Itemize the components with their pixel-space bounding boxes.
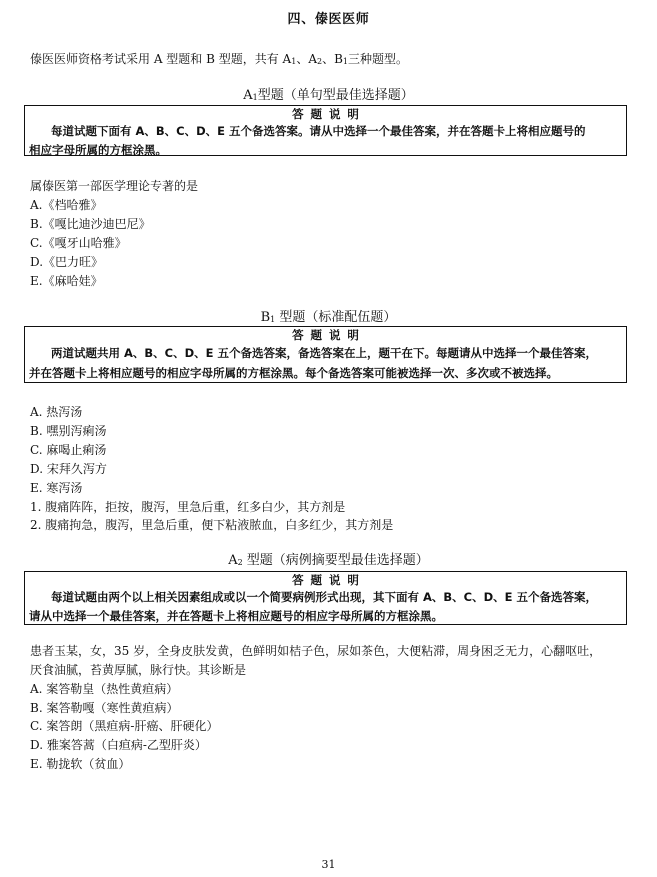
option-b1-b: B. 嘿别泻痢汤 — [30, 424, 107, 438]
section-title-a1: $A_1$型题（单句型最佳选择题） — [243, 88, 414, 103]
question-a1: 属傣医第一部医学理论专著的是 — [30, 179, 199, 193]
instructions-header: 答题说明 — [292, 328, 366, 342]
instructions-box-b1 — [24, 326, 627, 383]
question-b1-2: 2. 腹痛拘急，腹泻，里急后重，便下粘液脓血，白多红少，其方剂是 — [30, 518, 394, 532]
option-a2-b: B. 案答勒嘎（寒性黄疸病） — [30, 701, 179, 715]
instructions-text: 每道试题由两个以上相关因素组成或以一个简要病例形式出现，其下面有 A、B、C、D、E 五个备选答案， 请从中选择一个最佳答案，并在答题卡上将相应题号的相应字母所属的方框涂黑。 — [29, 590, 598, 623]
option-a2-c: C. 案答朗（黑疸病-肝癌、肝硬化） — [30, 719, 219, 733]
option-a1-e: E.《麻哈娃》 — [30, 274, 103, 288]
question-b1-1: 1. 腹痛阵阵，拒按，腹泻，里急后重，红多白少，其方剂是 — [30, 500, 346, 514]
option-a2-e: E. 勒拢软（贫血） — [30, 757, 131, 771]
option-a1-b: B.《嘎比迪沙迪巴尼》 — [30, 217, 151, 231]
option-a1-d: D.《巴力旺》 — [30, 255, 104, 269]
instructions-header: 答题说明 — [292, 107, 366, 121]
question-a2-line2: 厌食油腻，苔黄厚腻，脉行快。其诊断是 — [30, 663, 247, 677]
section-title-b1: $B_1$ 型题（标准配伍题） — [260, 310, 397, 325]
instructions-text: 两道试题共用 A、B、C、D、E 五个备选答案，备选答案在上，题干在下。每题请从中选择一个最佳答案， 并在答题卡上将相应题号的相应字母所属的方框涂黑。每个备选答案可能被选择一次、多次或不被选择。 — [29, 346, 598, 380]
page-number: 31 — [321, 858, 336, 871]
option-b1-e: E. 寒泻汤 — [30, 481, 83, 495]
instructions-header: 答题说明 — [292, 573, 366, 587]
page-title: 四、傣医医师 — [287, 12, 370, 27]
option-b1-d: D. 宋拜久泻方 — [30, 462, 107, 476]
option-a2-a: A. 案答勒皇（热性黄疸病） — [30, 682, 179, 696]
instructions-text: 每道试题下面有 A、B、C、D、E 五个备选答案。请从中选择一个最佳答案，并在答题卡上将相应题号的 相应字母所属的方框涂黑。 — [29, 124, 586, 157]
instructions-box-a2 — [24, 571, 627, 625]
section-title-a2: $A_2$ 型题（病例摘要型最佳选择题） — [228, 553, 429, 568]
instructions-box-a1 — [24, 105, 627, 156]
option-b1-a: A. 热泻汤 — [30, 405, 83, 419]
question-a2-line1: 患者玉某，女，35 岁，全身皮肤发黄，色鲜明如桔子色，尿如茶色，大便粘滞，周身困乏无力，心翻呕吐， — [30, 644, 602, 658]
option-a1-a: A.《档哈雅》 — [30, 198, 103, 212]
option-a2-d: D. 雅案答蒿（白疸病-乙型肝炎） — [30, 738, 207, 752]
option-b1-c: C. 麻喝止痢汤 — [30, 443, 107, 457]
option-a1-c: C.《嘎牙山哈雅》 — [30, 236, 127, 250]
intro-paragraph: 傣医医师资格考试采用 A 型题和 B 型题，共有 $A_1$、$A_2$、$B_1$三种题型。 — [30, 52, 409, 66]
